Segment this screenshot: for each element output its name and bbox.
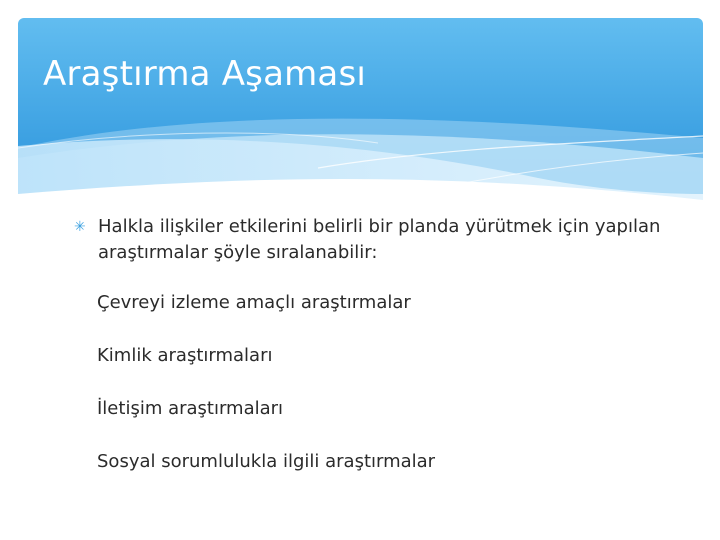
- asterisk-icon: ✳: [74, 219, 86, 235]
- bullet-text: Halkla ilişkiler etkilerini belirli bir planda yürütmek için yapılan araştırmalar şöyle sıralanabilir:: [98, 216, 661, 263]
- slide-title: Araştırma Aşaması: [43, 54, 367, 94]
- list-item: Çevreyi izleme amaçlı araştırmalar: [97, 292, 411, 313]
- list-item: Kimlik araştırmaları: [97, 345, 273, 366]
- bullet-item: [74, 214, 674, 266]
- list-item: İletişim araştırmaları: [97, 398, 284, 419]
- title-banner: [18, 18, 703, 200]
- slide-content: [74, 214, 674, 266]
- list-item: Sosyal sorumlulukla ilgili araştırmalar: [97, 451, 436, 472]
- banner-background: [18, 18, 703, 200]
